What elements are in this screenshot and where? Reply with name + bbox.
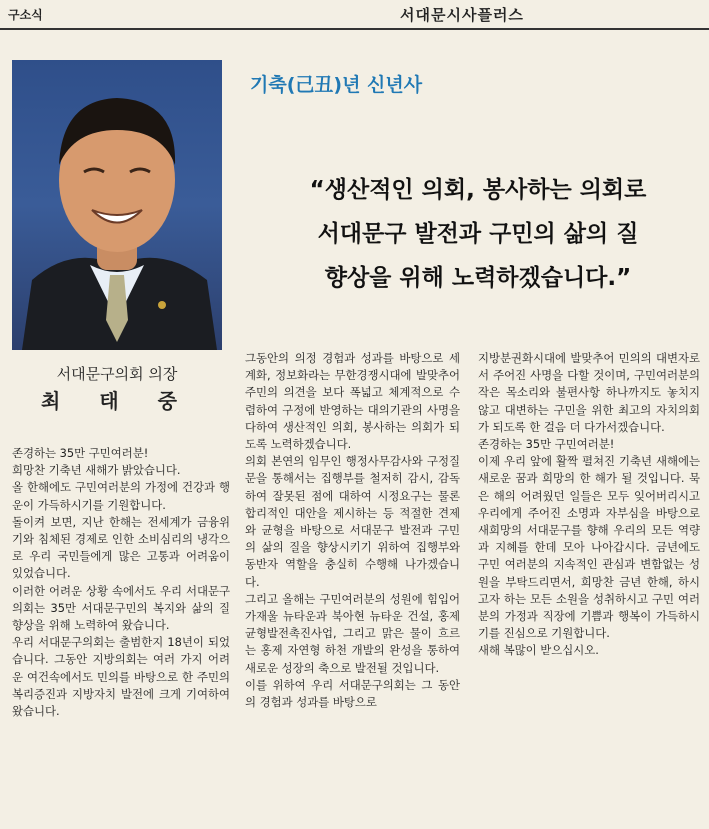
publication-title: 서대문시사플러스 (400, 6, 524, 24)
paragraph: 지방분권화시대에 발맞추어 민의의 대변자로서 주어진 사명을 다할 것이며, 구민여러분의 작은 목소리와 불편사항 하나까지도 놓치지 않고 대변하는 구민을 위한 최고의 자치의회가 되도록 한 걸음 더 다가서겠습니다. (478, 351, 700, 434)
pull-quote (258, 168, 698, 300)
paragraph: 이를 위하여 우리 서대문구의회는 그 동안의 경험과 성과를 바탕으로 (245, 677, 460, 710)
quote-line: “생산적인 의회, 봉사하는 의회로 (309, 177, 647, 203)
paragraph: 희망찬 기축년 새해가 밝았습니다. (12, 463, 181, 478)
paragraph: 그동안의 의정 경험과 성과를 바탕으로 세계화, 정보화라는 무한경쟁시대에 발맞추어 주민의 의견을 보다 폭넓고 체계적으로 수렴하여 구정에 반영하는 대의기관의 사명을 다하여 생산적인 의회, 봉사하는 의회가 되도록 노력하겠습니다. (245, 351, 460, 452)
paragraph: 올 한해에도 구민여러분의 가정에 건강과 행운이 가득하시기를 기원합니다. (12, 480, 230, 512)
portrait-photo (12, 60, 222, 350)
paragraph: 그리고 올해는 구민여러분의 성원에 힘입어 가재울 뉴타운과 북아현 뉴타운 건설, 홍제 균형발전촉진사업, 그리고 맑은 물이 흐르는 홍제 자연형 하천 개발의 완성을 통하여 새로운 성장의 축으로 발전될 것입니다. (245, 591, 460, 675)
paragraph: 의회 본연의 임무인 행정사무감사와 구정질문을 통해서는 집행부를 철저히 감시, 감독하여 잘못된 점에 대하여 시정요구는 물론 합리적인 대안을 제시하는 등 적절한 견제와 균형을 바탕으로 서대문구 발전과 구민의 삶의 질을 향상시키기 위하여 집행부와 동반자 역할을 충실히 수행해 나가겠습니다. (245, 454, 460, 589)
quote-line: 서대문구 발전과 구민의 삶의 질 (317, 221, 639, 247)
paragraph: 이제 우리 앞에 활짝 펼쳐진 기축년 새해에는 새로운 꿈과 희망의 한 해가 될 것입니다. 묵은 해의 어려웠던 일들은 모두 잊어버리시고 우리에게 주어진 소명과 자부심을 바탕으로 새희망의 서대문구를 향해 우리의 모든 역량과 지혜를 한데 모아 나아갑시다. 금년에도 구민 여러분의 지속적인 관심과 변함없는 성원을 부탁드리면서, 희망찬 금년 한해, 하시고자 하는 모든 소원을 성취하시고 구민 여러분의 가정과 직장에 기쁨과 행복이 가득하시기를 진심으로 기원합니다. (478, 454, 700, 641)
paragraph: 우리 서대문구의회는 출범한지 18년이 되었습니다. 그동안 지방의회는 여러 가지 어려운 여건속에서도 민의를 바탕으로 한 주민의 복리증진과 지방자치 발전에 크게 기여하여 왔습니다. (12, 635, 230, 719)
article-column-3 (478, 350, 700, 660)
paragraph: 존경하는 35만 구민여러분! (478, 437, 615, 452)
article-heading: 기축(己丑)년 신년사 (250, 74, 423, 96)
caption-name: 최 태 중 (41, 389, 193, 413)
paragraph: 이러한 어려운 상황 속에서도 우리 서대문구의회는 35만 서대문구민의 복지와 삶의 질 향상을 위해 노력하여 왔습니다. (12, 583, 230, 633)
article-column-1 (12, 445, 230, 720)
section-label: 구소식 (8, 8, 43, 22)
header-bar (0, 0, 709, 30)
caption-role: 서대문구의회 의장 (56, 365, 178, 383)
paragraph: 돌이켜 보면, 지난 한해는 전세계가 금융위기와 침체된 경제로 인한 소비심리의 냉각으로 우리 국민들에게 많은 고통과 어려움이 있었습니다. (12, 514, 230, 581)
quote-line: 향상을 위해 노력하겠습니다.” (324, 265, 632, 291)
article-column-2 (245, 350, 460, 711)
paragraph: 새해 복많이 받으십시오. (478, 643, 599, 658)
paragraph: 존경하는 35만 구민여러분! (12, 446, 149, 460)
